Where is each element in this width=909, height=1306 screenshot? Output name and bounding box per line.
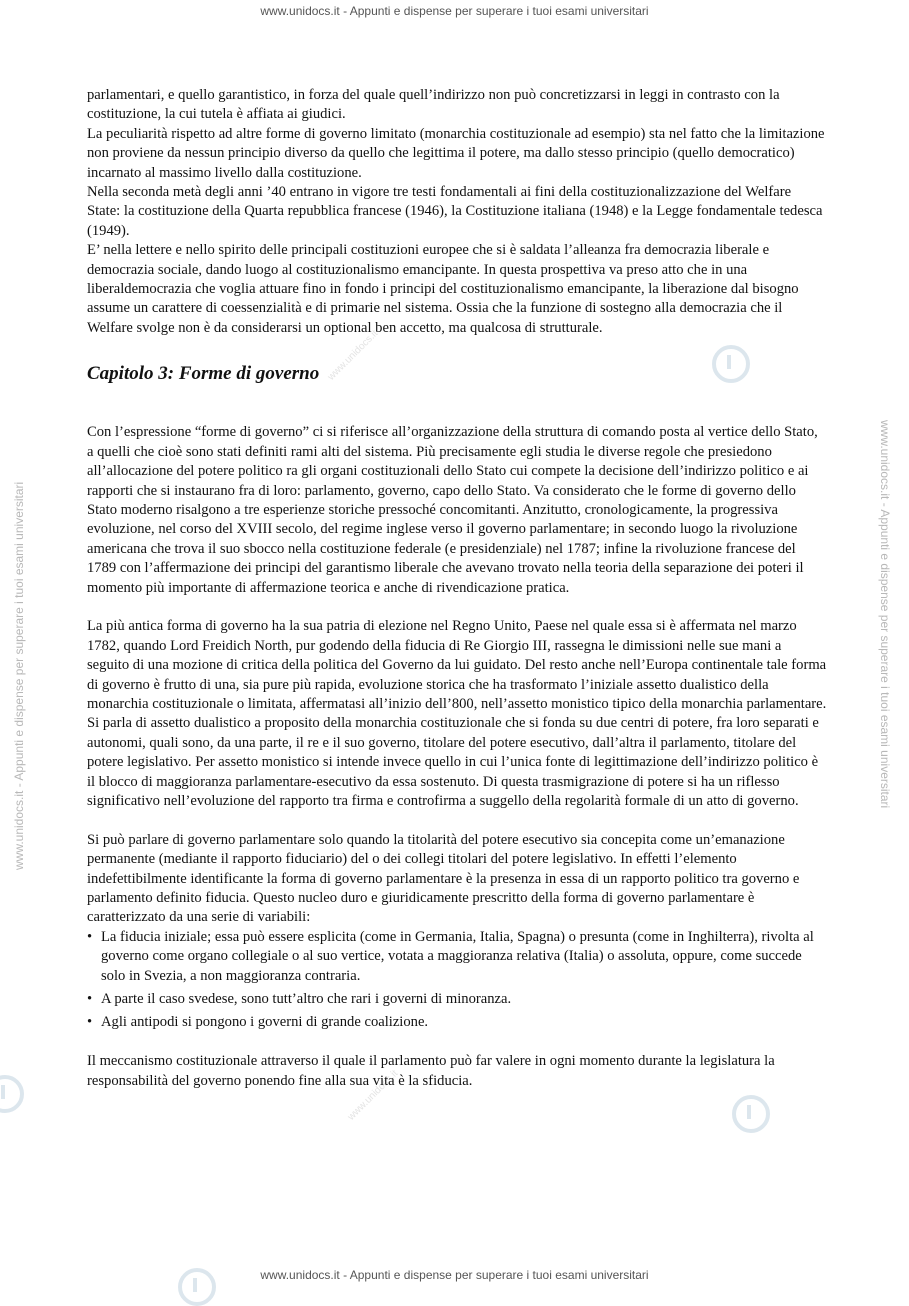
list-item: • La fiducia iniziale; essa può essere esplicita (come in Germania, Italia, Spagna) o presunta (come in Inghilterra), rivolta al governo come organo collegiale o al suo vertice, votata a maggioranza relativa (Italia) o assoluta, oppure, come succede solo in Svezia, a non maggioranza contraria. xyxy=(87,928,827,986)
paragraph: La più antica forma di governo ha la sua patria di elezione nel Regno Unito, Paese nel quale essa si è affermata nel marzo 1782, quando Lord Freidich North, pur godendo della fiducia di Re Giorgio III, rassegna le dimissioni nelle sue mani a seguito di una mozione di critica della politica del Governo da lui guidato. Del resto anche nell’Europa continentale tale forma di governo è frutto di una, sia pure più rapida, evoluzione storica che ha trasformato l’iniziale assetto dualistico della monarchia costituzionale o limitata, affermatasi all’inizio dell’800, nell’assetto monistico tipico della monarchia parlamentare. Si parla di assetto dualistico a proposito della monarchia costituzionale che si fonda su due centri di potere, fra loro separati e autonomi, quali sono, da una parte, il re e il suo governo, titolare del potere esecutivo, dall’altra il parlamento, titolare del potere legislativo. Per assetto monistico si intende invece quello in cui l’unica fonte di legittimazione dell’indirizzo politico è il blocco di maggioranza parlamentare-esecutivo da essa sostenuto. Di questa trasmigrazione di potere si ha un riflesso significativo nell’evoluzione del rapporto tra firma e controfirma a suggello della regolarità formale di un atto di governo. xyxy=(87,618,827,809)
watermark-logo-icon xyxy=(0,1075,24,1113)
chapter-title: Capitolo 3: Forme di governo xyxy=(87,363,320,385)
watermark-banner-top: www.unidocs.it - Appunti e dispense per superare i tuoi esami universitari xyxy=(260,4,649,18)
paragraph: Nella seconda metà degli anni ’40 entrano in vigore tre testi fondamentali ai fini della costituzionalizzazione del Welfare State: la costituzione della Quarta repubblica francese (1946), la Costituzione italiana (1948) e la Legge fondamentale tedesca (1949). xyxy=(87,184,823,239)
watermark-banner-bottom: www.unidocs.it - Appunti e dispense per superare i tuoi esami universitari xyxy=(260,1268,649,1282)
watermark-logo-icon xyxy=(732,1095,770,1133)
watermark-side-left: www.unidocs.it - Appunti e dispense per superare i tuoi esami universitari xyxy=(12,481,26,870)
paragraph: Si può parlare di governo parlamentare solo quando la titolarità del potere esecutivo sia concepita come un’emanazione permanente (mediante il rapporto fiduciario) del o dei collegi titolari del potere legislativo. In effetti l’elemento indefettibilmente identificante la forma di governo parlamentare è la presenza in essa di un rapporto politico tra governo e parlamento definito fiducia. Questo nucleo duro e giuridicamente prescritto della forma di governo parlamentare è caratterizzato da una serie di variabili: xyxy=(87,831,800,926)
paragraph: Con l’espressione “forme di governo” ci si riferisce all’organizzazione della struttura di comando posta al vertice dello Stato, a quelli che cioè sono stati definiti rami alti del sistema. Più precisamente egli studia le diverse regole che presiedono all’allocazione del potere politico ra gli organi costituzionali dello Stato cui compete la decisione dell’indirizzo politico e ai rapporti che si instaurano fra di loro: parlamento, governo, capo dello Stato. Va considerato che le forme di governo dello Stato moderno risalgono a tre esperienze storiche pressoché concomitanti. Anzitutto, cronologicamente, la progressiva evoluzione, nel corso del XVIII secolo, del regime inglese verso il governo parlamentare; in secondo luogo la rivoluzione americana che trova il suo sbocco nella costituzione federale (e presidenziale) nel 1787; infine la rivoluzione francese del 1789 con l’affermazione dei principi del garantismo liberale che avevano trovato nella teoria della separazione dei poteri il momento più importante di affermazione teorica e anche di rivendicazione pratica. xyxy=(87,424,818,596)
watermark-diagonal-2: www.unidocs.it xyxy=(345,1068,401,1123)
bullet-list xyxy=(87,928,827,1033)
paragraph: parlamentari, e quello garantistico, in forza del quale quell’indirizzo non può concretizzarsi in leggi in contrasto con la costituzione, la cui tutela è affiata ai giudici. xyxy=(87,87,780,123)
list-item: • A parte il caso svedese, sono tutt’altro che rari i governi di minoranza. xyxy=(87,990,827,1009)
paragraph: Il meccanismo costituzionale attraverso il quale il parlamento può far valere in ogni momento durante la legislatura la responsabilità del governo ponendo fine alla sua vita è la sfiducia. xyxy=(87,1053,775,1089)
watermark-side-right: www.unidocs.it - Appunti e dispense per superare i tuoi esami universitari xyxy=(878,420,892,809)
paragraph: E’ nella lettere e nello spirito delle principali costituzioni europee che si è saldata l’alleanza fra democrazia liberale e democrazia sociale, dando luogo al costituzionalismo emancipante. In questa prospettiva va preso atto che in una liberaldemocrazia che voglia attuare fino in fondo i principi del costituzionalismo emancipante, la liberazione dal bisogno assume un carattere di coessenzialità e di primarie nel sistema. Ossia che la funzione di sostegno alla democrazia che il Welfare svolge non è da considerarsi un optional ben accetto, ma qualcosa di strutturale. xyxy=(87,242,799,336)
list-item: • Agli antipodi si pongono i governi di grande coalizione. xyxy=(87,1013,827,1032)
paragraph: La peculiarità rispetto ad altre forme di governo limitato (monarchia costituzionale ad esempio) sta nel fatto che la limitazione non proviene da nessun principio diverso da quello che legittima il potere, ma dallo stesso principio (quello democratico) incarnato al massimo livello dalla costituzione. xyxy=(87,125,825,181)
document-body xyxy=(87,86,827,1091)
watermark-diagonal-1: www.unidocs.it xyxy=(325,328,381,383)
watermark-logo-icon xyxy=(178,1268,216,1306)
